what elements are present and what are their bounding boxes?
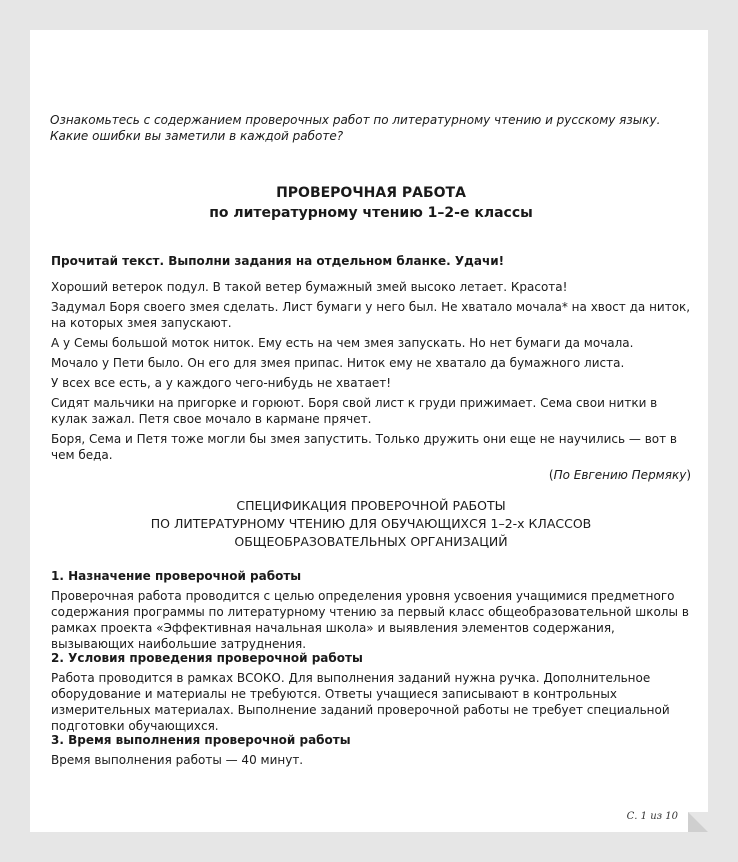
intro-question: Ознакомьтесь с содержанием проверочных работ по литературному чтению и русскому языку. Какие ошибки вы заметили в каждой работе?: [50, 113, 661, 143]
source-open-paren: (: [548, 468, 554, 482]
story-paragraph: Сидят мальчики на пригорке и горюют. Боря свой лист к груди прижимает. Сема свои нитки в кулак зажал. Петя свое мочало в кармане прячет.: [51, 396, 658, 426]
section-heading-time: 3. Время выполнения проверочной работы: [51, 733, 351, 747]
spec-title-line-1: СПЕЦИФИКАЦИЯ ПРОВЕРОЧНОЙ РАБОТЫ: [236, 498, 506, 513]
source-close-paren: ): [686, 468, 691, 482]
test-title-line-1: ПРОВЕРОЧНАЯ РАБОТА: [276, 185, 466, 201]
story-paragraph: Задумал Боря своего змея сделать. Лист бумаги у него был. Не хватало мочала* на хвост да ниток, на которых змея запускают.: [51, 300, 691, 330]
page-fold-flap: [688, 812, 708, 832]
story-paragraph: Мочало у Пети было. Он его для змея припас. Ниток ему не хватало да бумажного листа.: [51, 356, 625, 370]
story-text: [51, 279, 691, 487]
test-title-line-2: по литературному чтению 1–2-е классы: [209, 205, 533, 221]
section-body-purpose: Проверочная работа проводится с целью определения уровня усвоения учащимися предметного содержания программы по литературному чтению за первый класс общеобразовательной школы в рамках проекта «Эффективная начальная школа» и выявления элементов содержания, вызывающих наибольшие затруднения.: [51, 589, 689, 651]
section-heading-purpose: 1. Назначение проверочной работы: [51, 569, 302, 583]
story-source: [51, 467, 691, 483]
spec-title-line-2: ПО ЛИТЕРАТУРНОМУ ЧТЕНИЮ ДЛЯ ОБУЧАЮЩИХСЯ 1–2-х КЛАССОВ: [150, 516, 592, 531]
document-page: [30, 30, 708, 832]
spec-title-line-3: ОБЩЕОБРАЗОВАТЕЛЬНЫХ ОРГАНИЗАЦИЙ: [234, 534, 508, 549]
story-paragraph: А у Семы большой моток ниток. Ему есть на чем змея запускать. Но нет бумаги да мочала.: [51, 336, 634, 350]
test-title: [51, 183, 691, 223]
story-paragraph: Боря, Сема и Петя тоже могли бы змея запустить. Только дружить они еще не научились — вот в чем беда.: [51, 432, 677, 462]
story-paragraph: Хороший ветерок подул. В такой ветер бумажный змей высоко летает. Красота!: [51, 280, 568, 294]
section-body-time: Время выполнения работы — 40 минут.: [51, 753, 304, 767]
story-paragraph: У всех все есть, а у каждого чего-нибудь не хватает!: [51, 376, 392, 390]
spec-title: [51, 497, 691, 551]
section-body-conditions: Работа проводится в рамках ВСОКО. Для выполнения заданий нужна ручка. Дополнительное оборудование и материалы не требуются. Ответы учащиеся записывают в контрольных измерительных материалах. Выполнение заданий проверочной работы не требует специальной подготовки обучающихся.: [51, 671, 670, 733]
source-author: По Евгению Пермяку: [553, 468, 687, 482]
test-instruction: Прочитай текст. Выполни задания на отдельном бланке. Удачи!: [51, 254, 505, 268]
section-heading-conditions: 2. Условия проведения проверочной работы: [51, 651, 363, 665]
page-number: С. 1 из 10: [626, 811, 678, 822]
